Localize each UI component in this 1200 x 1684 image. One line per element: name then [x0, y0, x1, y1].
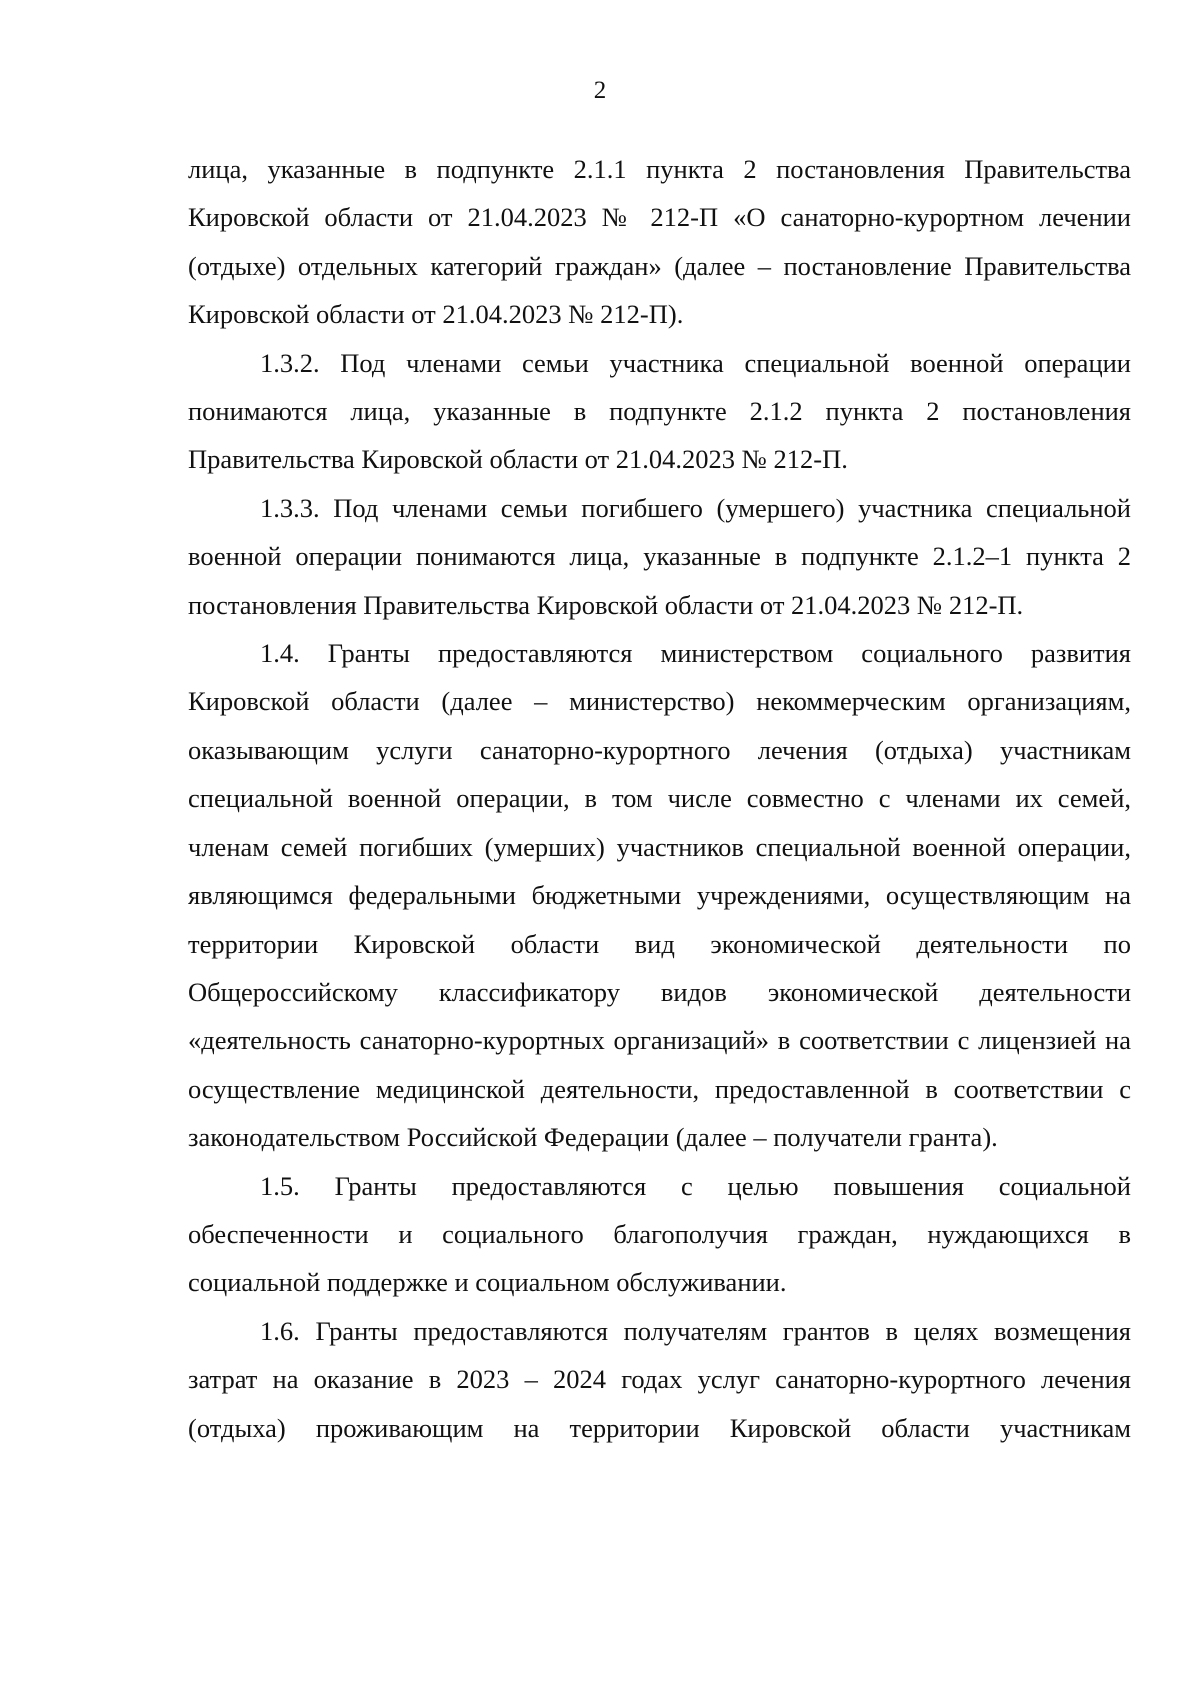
- paragraph-1-5: 1.5. Гранты предоставляются с целью повышения социальной обеспеченности и социального благополучия граждан, нуждающихся в социальной поддержке и социальном обслуживании.: [188, 1170, 1131, 1298]
- document-body: [188, 145, 1131, 1452]
- paragraph-1-3-2: 1.3.2. Под членами семьи участника специальной военной операции понимаются лица, указанные в подпункте 2.1.2 пункта 2 постановления Правительства Кировской области от 21.04.2023 № 212-П.: [188, 347, 1131, 475]
- paragraph-1-4: 1.4. Гранты предоставляются министерством социального развития Кировской области (далее – министерство) некоммерческим организациям, оказывающим услуги санаторно-курортного лечения (отдыха) участникам специальной военной операции, в том числе совместно с членами их семей, членам семей погибших (умерших) участников специальной военной операции, являющимся федеральными бюджетными учреждениями, осуществляющим на территории Кировской области вид экономической деятельности по Общероссийскому классификатору видов экономической деятельности «деятельность санаторно-курортных организаций» в соответствии с лицензией на осуществление медицинской деятельности, предоставленной в соответствии с законодательством Российской Федерации (далее – получатели гранта).: [188, 638, 1131, 1153]
- paragraph-1-3-3: 1.3.3. Под членами семьи погибшего (умершего) участника специальной военной операции понимаются лица, указанные в подпункте 2.1.2–1 пункта 2 постановления Правительства Кировской области от 21.04.2023 № 212-П.: [188, 492, 1131, 620]
- paragraph-1-6: 1.6. Гранты предоставляются получателям грантов в целях возмещения затрат на оказание в 2023 – 2024 годах услуг санаторно-курортного лечения (отдыха) проживающим на территории Кировской области участникам: [188, 1315, 1131, 1443]
- paragraph-continuation: лица, указанные в подпункте 2.1.1 пункта 2 постановления Правительства Кировской области от 21.04.2023 № 212-П «О санаторно-курортном лечении (отдыхе) отдельных категорий граждан» (далее – постановление Правительства Кировской области от 21.04.2023 № 212-П).: [188, 154, 1131, 330]
- page-number: 2: [593, 77, 607, 104]
